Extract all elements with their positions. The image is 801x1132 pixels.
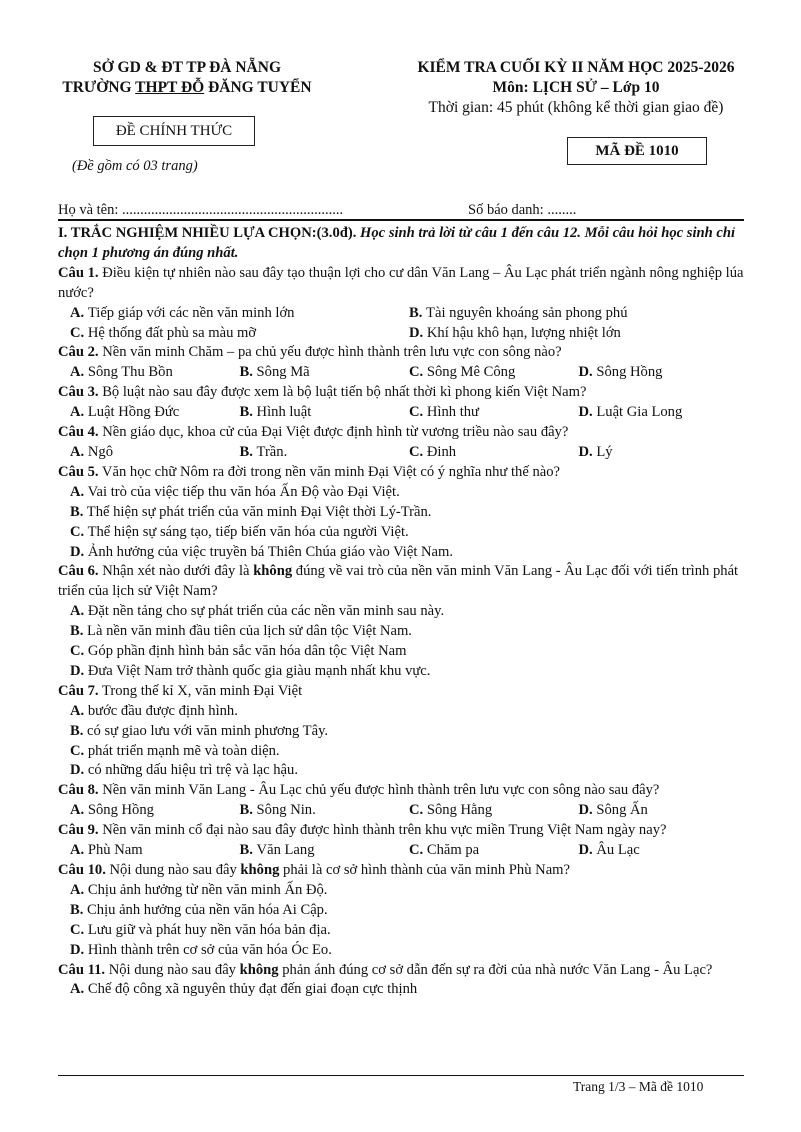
options-line (58, 901, 748, 921)
option-text: Luật Hồng Đức (87, 404, 180, 421)
option-text: Lưu giữ và phát huy nền văn hóa bản địa. (87, 921, 331, 938)
student-id-field: Số báo danh: ........ (468, 202, 577, 218)
answer-option (240, 363, 410, 383)
options-row (58, 841, 748, 861)
option-text: Đưa Việt Nam trở thành quốc gia giàu mạnh nhất khu vực. (87, 662, 431, 679)
option-text: Sông Mã (256, 364, 310, 381)
question-label: Câu 4. (58, 424, 99, 441)
option-letter: B. (409, 304, 423, 321)
question-stem (58, 821, 748, 841)
options-row (58, 363, 748, 383)
question (58, 682, 748, 782)
options-line (58, 602, 748, 622)
answer-option (70, 723, 328, 739)
option-text: Góp phần định hình bản sắc văn hóa dân tộc Việt Nam (87, 643, 407, 660)
option-letter: C. (70, 742, 85, 759)
question-text-cont: phải là cơ sở hình thành của văn minh Phù Nam? (279, 862, 571, 878)
question-text: Nền văn minh Chăm – pa chủ yếu được hình thành trên lưu vực con sông nào? (98, 344, 562, 361)
option-text: Chế độ công xã nguyên thủy đạt đến giai đoạn cực thịnh (87, 981, 418, 998)
question-text: Nền văn minh cổ đại nào sau đây được hình thành trên khu vực miền Trung Việt Nam ngày nay? (98, 822, 667, 839)
option-text: Thể hiện sự sáng tạo, tiếp biến văn hóa của người Việt. (87, 523, 409, 540)
question-text: Điều kiện tự nhiên nào sau đây tạo thuận lợi cho cư dân Văn Lang – Âu Lạc phát triển ngành nông nghiệp lúa nước? (58, 264, 744, 301)
option-text: Thể hiện sự phát triển của văn minh Đại Việt thời Lý-Trần. (86, 503, 432, 520)
answer-option (409, 304, 628, 324)
question-text: Nội dung nào sau đây (105, 862, 241, 878)
answer-option (240, 403, 410, 423)
negation-emphasis: không (240, 862, 280, 878)
exam-body (58, 224, 748, 1000)
question-label: Câu 2. (58, 344, 99, 361)
option-text: có những dấu hiệu trì trệ và lạc hậu. (87, 762, 298, 779)
option-letter: A. (70, 443, 85, 460)
question (58, 423, 748, 463)
answer-option (70, 304, 409, 324)
option-letter: A. (70, 702, 85, 719)
question-label: Câu 9. (58, 822, 99, 839)
option-letter: C. (409, 364, 424, 381)
option-letter: B. (239, 404, 253, 421)
option-text: Đặt nền tảng cho sự phát triển của các nền văn minh sau này. (87, 603, 445, 620)
option-letter: C. (70, 324, 85, 341)
option-letter: A. (70, 842, 85, 859)
option-text: Hình thành trên cơ sở của văn hóa Óc Eo. (87, 941, 332, 958)
option-text: Sông Mê Công (426, 364, 516, 381)
options-line (58, 523, 748, 543)
option-text: có sự giao lưu với văn minh phương Tây. (87, 722, 329, 739)
answer-option (579, 443, 749, 463)
option-letter: B. (70, 901, 84, 918)
question-text-cont: phản ánh đúng cơ sở dẫn đến sự ra đời của nhà nước Văn Lang - Âu Lạc? (278, 961, 713, 978)
answer-option (70, 942, 332, 958)
option-text: Văn Lang (256, 842, 315, 859)
options-row (58, 443, 748, 463)
answer-option (70, 363, 240, 383)
options-row (58, 403, 748, 423)
question-text: Bộ luật nào sau đây được xem là bộ luật tiến bộ nhất thời kì phong kiến Việt Nam? (98, 384, 587, 401)
option-letter: C. (70, 921, 85, 938)
answer-option (409, 324, 621, 344)
exam-code-box: MÃ ĐỀ 1010 (567, 137, 707, 165)
option-letter: B. (239, 443, 253, 460)
answer-option (409, 841, 579, 861)
option-letter: C. (70, 523, 85, 540)
answer-option (70, 443, 240, 463)
options-line (58, 483, 748, 503)
option-letter: C. (409, 443, 424, 460)
option-letter: A. (70, 802, 85, 819)
option-letter: D. (578, 364, 593, 381)
option-text: Luật Gia Long (596, 404, 683, 421)
option-letter: B. (239, 802, 253, 819)
answer-option (240, 841, 410, 861)
question-label: Câu 6. (58, 563, 99, 580)
option-text: Sông Hồng (596, 364, 663, 381)
question-list (58, 264, 748, 1001)
question-text: Nền giáo dục, khoa cử của Đại Việt được định hình từ vương triều nào sau đây? (98, 424, 569, 441)
option-letter: D. (70, 762, 85, 779)
option-letter: C. (409, 802, 424, 819)
option-text: Chịu ảnh hưởng từ nền văn minh Ấn Độ. (87, 881, 328, 898)
options-line (58, 761, 748, 781)
option-text: Chăm pa (426, 842, 480, 859)
options-line (58, 921, 748, 941)
answer-option (70, 643, 406, 659)
option-text: Sông Nin. (256, 802, 316, 819)
option-text: Hình thư (426, 404, 479, 421)
answer-option (70, 981, 417, 997)
option-letter: B. (70, 722, 84, 739)
answer-option (70, 801, 240, 821)
question-stem (58, 264, 748, 304)
question-text: Nền văn minh Văn Lang - Âu Lạc chủ yếu được hình thành trên lưu vực con sông nào sau đây? (98, 782, 660, 799)
options-row (58, 304, 748, 324)
option-letter: D. (578, 404, 593, 421)
answer-option (579, 801, 749, 821)
question-stem (58, 961, 748, 981)
question-stem (58, 861, 748, 881)
exam-title: KIỂM TRA CUỐI KỲ II NĂM HỌC 2025-2026 (417, 59, 735, 76)
option-letter: C. (70, 643, 85, 660)
option-text: Là nền văn minh đầu tiên của lịch sử dân tộc Việt Nam. (87, 623, 412, 640)
options-line (58, 742, 748, 762)
option-text: Sông Thu Bồn (87, 364, 173, 381)
answer-option (70, 902, 328, 918)
question-stem (58, 463, 748, 483)
answer-option (70, 603, 444, 619)
option-letter: A. (70, 603, 85, 620)
option-letter: D. (578, 802, 593, 819)
exam-time: Thời gian: 45 phút (không kể thời gian giao đề) (428, 99, 724, 116)
question-text: Trong thế kỉ X, văn minh Đại Việt (98, 682, 303, 699)
pages-note: (Đề gồm có 03 trang) (72, 158, 198, 174)
option-letter: A. (70, 981, 85, 998)
option-letter: A. (70, 404, 85, 421)
answer-option (240, 443, 410, 463)
option-letter: A. (70, 881, 85, 898)
option-letter: A. (70, 364, 85, 381)
option-text: Vai trò của việc tiếp thu văn hóa Ấn Độ vào Đại Việt. (87, 483, 400, 500)
negation-emphasis: không (253, 563, 293, 580)
question-text-cont: đúng về vai trò của nền văn minh Văn Lang - Âu Lạc đối với tiến trình phát triển của lịch sử Việt Nam? (58, 563, 739, 600)
question-label: Câu 10. (58, 862, 106, 878)
option-text: Đinh (426, 443, 457, 460)
options-line (58, 702, 748, 722)
answer-option (240, 801, 410, 821)
answer-option (70, 403, 240, 423)
option-letter: B. (70, 503, 84, 520)
question-text: Nhận xét nào dưới đây là (98, 563, 254, 580)
negation-emphasis: không (239, 961, 279, 978)
option-text: phát triển mạnh mẽ và toàn diện. (87, 742, 280, 759)
answer-option (70, 841, 240, 861)
option-letter: D. (70, 543, 85, 560)
option-text: Tiếp giáp với các nền văn minh lớn (87, 304, 295, 321)
option-text: bước đầu được định hình. (87, 702, 238, 719)
student-name-field: Họ và tên: ............................................................. (58, 202, 344, 218)
option-letter: A. (70, 483, 85, 500)
school-name: TRƯỜNG THPT ĐỖ ĐĂNG TUYỂN (62, 79, 312, 96)
answer-option (70, 703, 238, 719)
answer-option (70, 623, 412, 639)
answer-option (409, 443, 579, 463)
option-text: Sông Ấn (596, 802, 648, 819)
options-row (58, 801, 748, 821)
question-label: Câu 1. (58, 264, 99, 281)
answer-option (70, 324, 409, 344)
answer-option (409, 801, 579, 821)
option-text: Âu Lạc (596, 842, 640, 859)
question (58, 781, 748, 821)
options-line (58, 622, 748, 642)
options-line (58, 980, 748, 1000)
answer-option (70, 762, 298, 778)
option-letter: B. (70, 623, 84, 640)
answer-option (409, 363, 579, 383)
question-label: Câu 11. (58, 961, 106, 978)
question-stem (58, 682, 748, 702)
question (58, 463, 748, 563)
question (58, 343, 748, 383)
options-line (58, 662, 748, 682)
answer-option (70, 922, 331, 938)
options-line (58, 941, 748, 961)
answer-option (579, 841, 749, 861)
option-text: Ngô (87, 443, 113, 460)
options-row (58, 324, 748, 344)
option-text: Hệ thống đất phù sa màu mỡ (87, 324, 257, 341)
question-stem (58, 423, 748, 443)
option-letter: A. (70, 304, 85, 321)
answer-option (70, 484, 400, 500)
answer-option (579, 363, 749, 383)
option-letter: B. (239, 842, 253, 859)
question (58, 264, 748, 344)
option-text: Khí hậu khô hạn, lượng nhiệt lớn (426, 324, 621, 341)
question (58, 821, 748, 861)
option-text: Trần. (256, 443, 288, 460)
exam-subject: Môn: LỊCH SỬ – Lớp 10 (492, 79, 660, 96)
question (58, 383, 748, 423)
option-letter: C. (409, 842, 424, 859)
question-stem (58, 343, 748, 363)
options-line (58, 543, 748, 563)
question (58, 562, 748, 681)
header-left (58, 58, 316, 98)
options-line (58, 503, 748, 523)
question-stem (58, 383, 748, 403)
option-text: Chịu ảnh hưởng của nền văn hóa Ai Cập. (87, 901, 328, 918)
question-label: Câu 3. (58, 384, 99, 401)
answer-option (70, 743, 280, 759)
official-exam-box: ĐỀ CHÍNH THỨC (93, 116, 255, 146)
option-text: Sông Hồng (87, 802, 154, 819)
answer-option (70, 544, 453, 560)
question-label: Câu 5. (58, 463, 99, 480)
options-line (58, 642, 748, 662)
answer-option (70, 663, 430, 679)
option-letter: D. (70, 941, 85, 958)
option-text: Phù Nam (87, 842, 143, 859)
question-stem (58, 562, 748, 602)
header-divider (58, 219, 744, 221)
answer-option (70, 504, 431, 520)
option-letter: D. (578, 443, 593, 460)
question-text: Văn học chữ Nôm ra đời trong nền văn minh Đại Việt có ý nghĩa như thế nào? (98, 463, 560, 480)
footer-divider (58, 1075, 744, 1076)
question-label: Câu 8. (58, 782, 99, 799)
header-right (376, 58, 776, 118)
answer-option (409, 403, 579, 423)
answer-option (70, 524, 409, 540)
options-line (58, 722, 748, 742)
option-letter: C. (409, 404, 424, 421)
answer-option (70, 882, 327, 898)
option-letter: D. (409, 324, 424, 341)
option-text: Hình luật (256, 404, 312, 421)
option-text: Tài nguyên khoáng sản phong phú (426, 304, 628, 321)
option-letter: D. (578, 842, 593, 859)
question (58, 961, 748, 1001)
option-text: Sông Hằng (426, 802, 493, 819)
question-stem (58, 781, 748, 801)
page-footer: Trang 1/3 – Mã đề 1010 (573, 1079, 704, 1094)
option-text: Ảnh hưởng của việc truyền bá Thiên Chúa giáo vào Việt Nam. (87, 543, 454, 560)
section-heading: I. TRẮC NGHIỆM NHIỀU LỰA CHỌN:(3.0đ). Học sinh trả lời từ câu 1 đến câu 12. Mỗi câu hỏi học sinh chỉ chọn 1 phương án đúng nhất. (58, 225, 736, 261)
answer-option (579, 403, 749, 423)
option-letter: B. (239, 364, 253, 381)
option-text: Lý (596, 443, 613, 460)
department-name: SỞ GD & ĐT TP ĐÀ NẴNG (92, 59, 282, 76)
question-label: Câu 7. (58, 682, 99, 699)
option-letter: D. (70, 662, 85, 679)
options-line (58, 881, 748, 901)
question (58, 861, 748, 961)
question-text: Nội dung nào sau đây (105, 961, 240, 978)
